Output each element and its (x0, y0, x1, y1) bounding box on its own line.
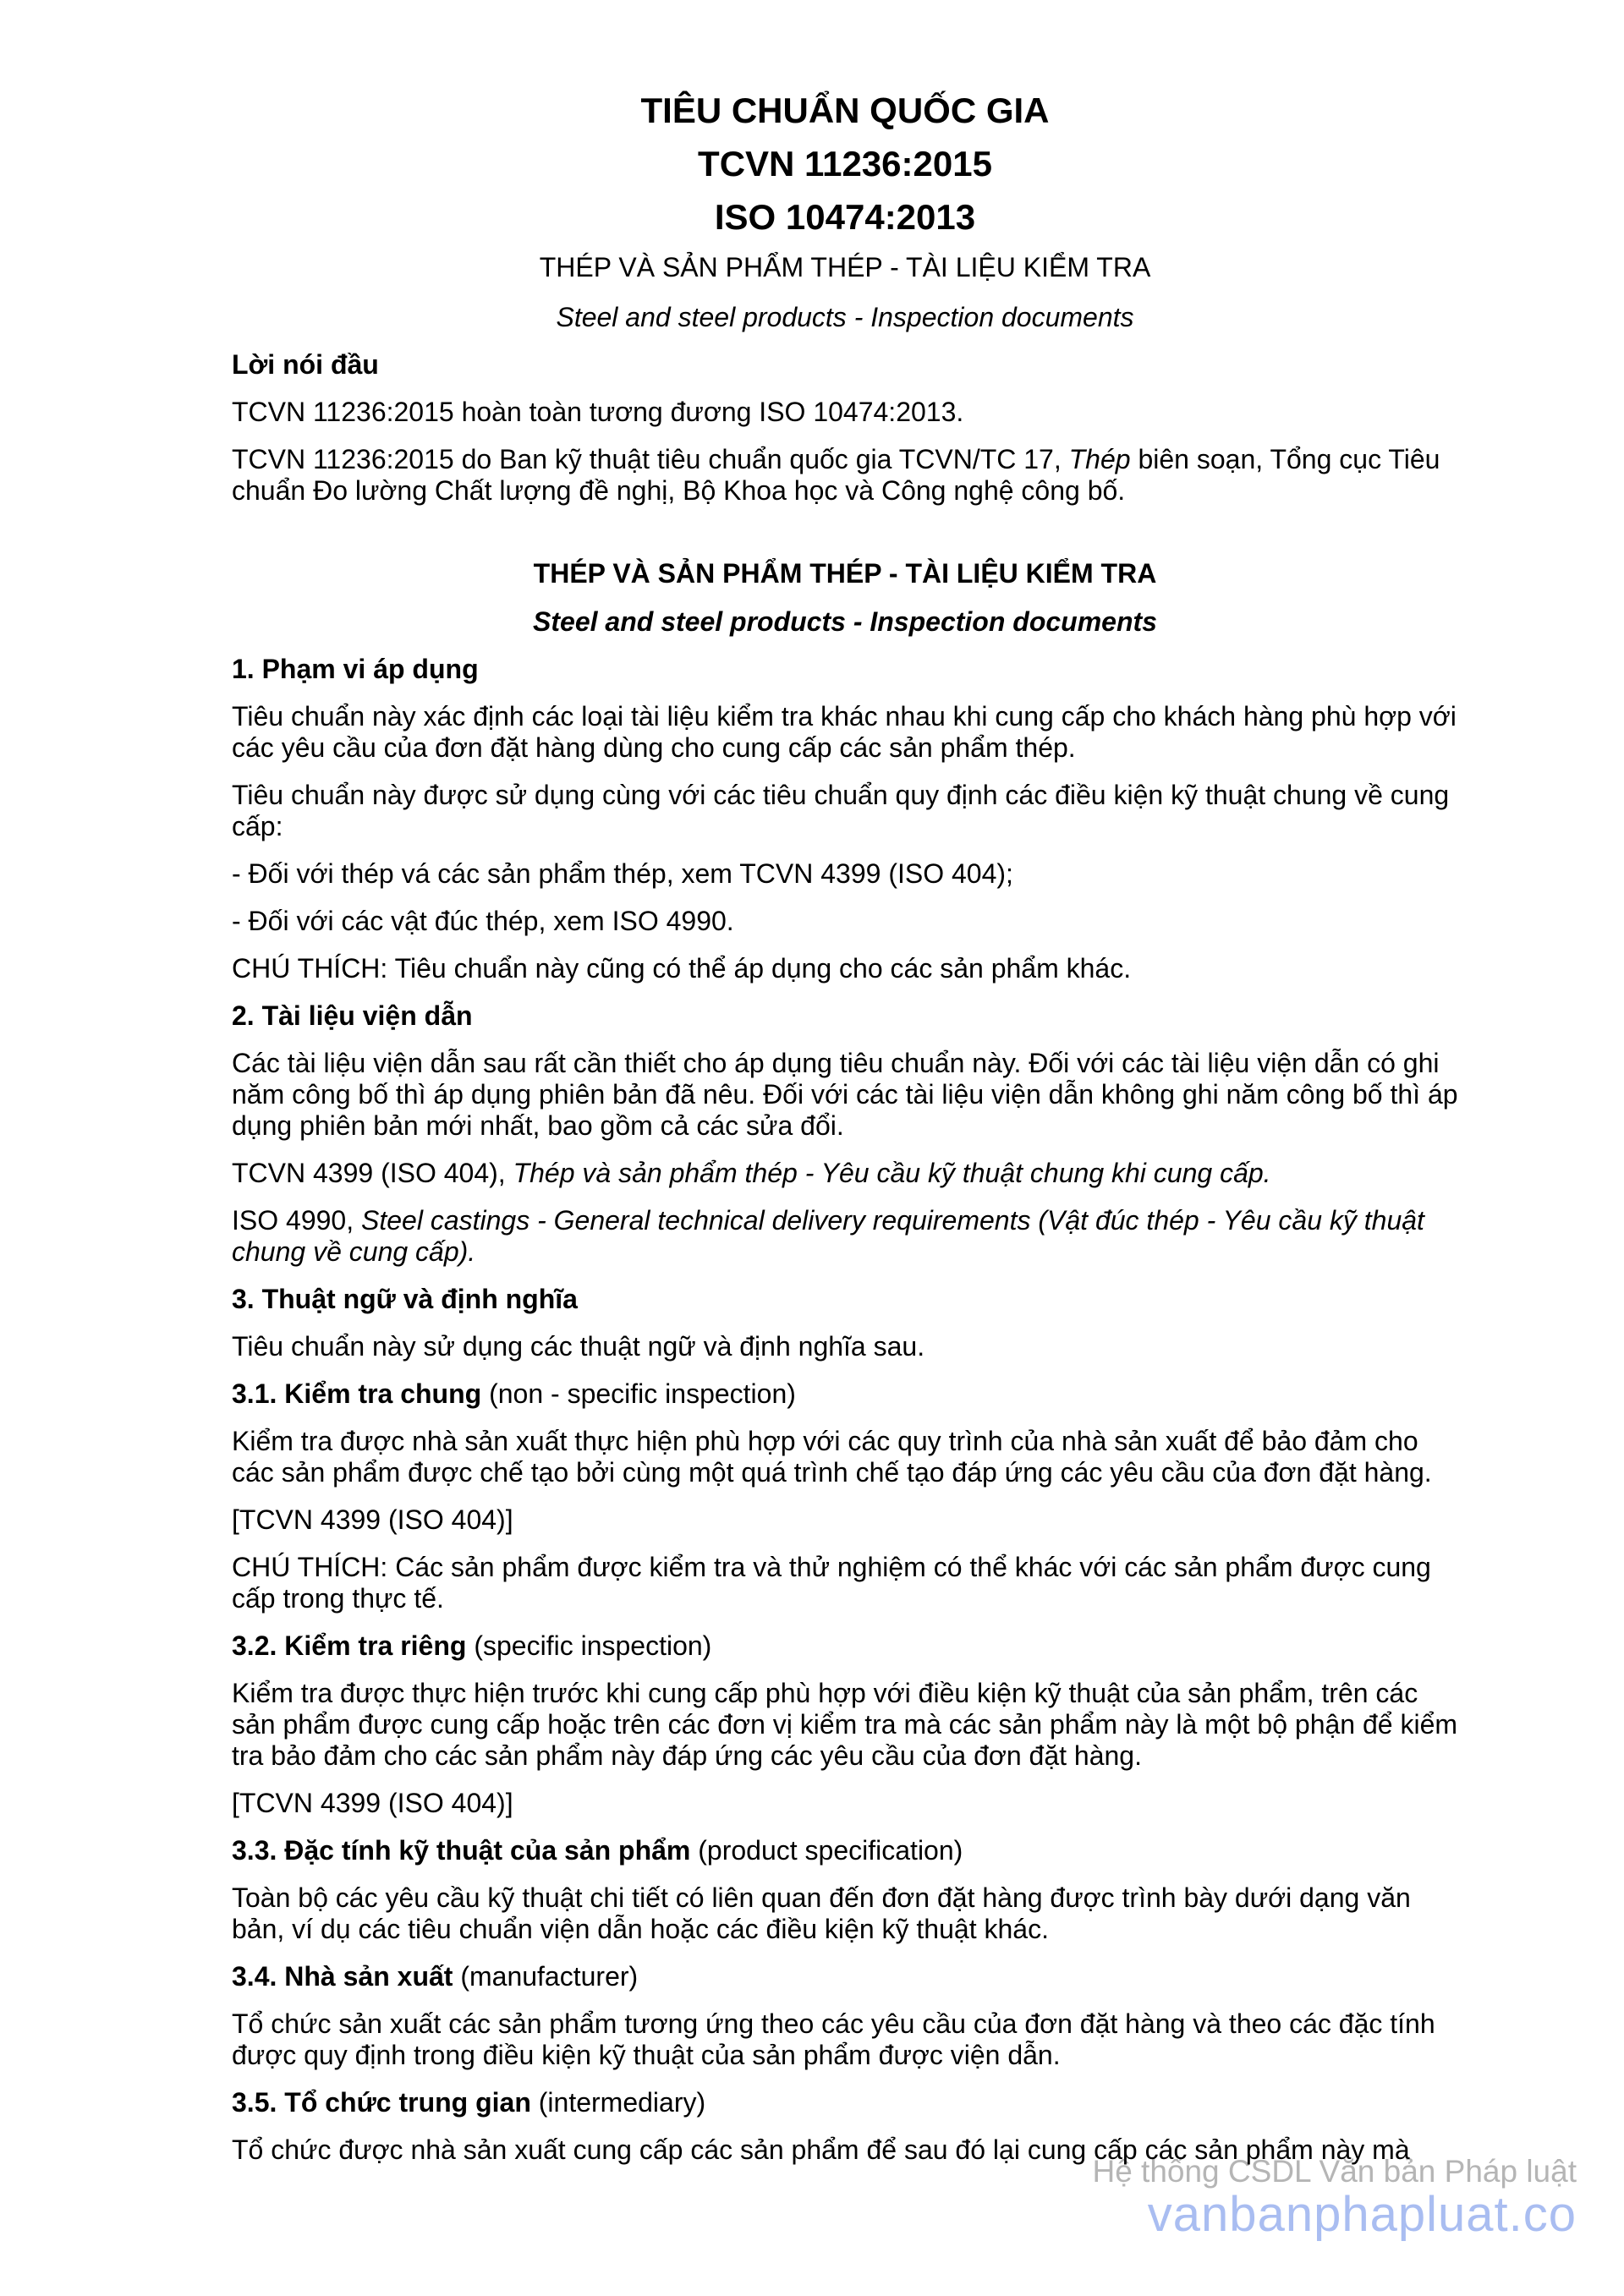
section-1-paragraph: Tiêu chuẩn này được sử dụng cùng với các tiêu chuẩn quy định các điều kiện kỹ thuật chung về cung cấp: (232, 780, 1450, 841)
term-3-1-source: [TCVN 4399 (ISO 404)] (232, 1504, 513, 1535)
term-3-3-heading (232, 1835, 1458, 1866)
section-1-bullet: - Đối với các vật đúc thép, xem ISO 4990. (232, 906, 734, 936)
section-3-heading: 3. Thuật ngữ và định nghĩa (232, 1284, 578, 1314)
foreword-paragraph (232, 444, 1458, 507)
section-2-reference (232, 1158, 1458, 1189)
reference-title: Steel castings - General technical delivery requirements (Vật đúc thép - Yêu cầu kỹ thuật chung về cung cấp). (232, 1205, 1424, 1267)
main-title-vi: THÉP VÀ SẢN PHẨM THÉP - TÀI LIỆU KIỂM TRA (533, 558, 1157, 589)
section-2-heading: 2. Tài liệu viện dẫn (232, 1000, 473, 1031)
main-title-en: Steel and steel products - Inspection documents (533, 606, 1157, 637)
section-3-intro: Tiêu chuẩn này sử dụng các thuật ngữ và định nghĩa sau. (232, 1331, 925, 1362)
term-english: (intermediary) (538, 2087, 706, 2118)
section-2-paragraph: Các tài liệu viện dẫn sau rất cần thiết cho áp dụng tiêu chuẩn này. Đối với các tài liệu viện dẫn có ghi năm công bố thì áp dụng phiên bản đã nêu. Đối với các tài liệu viện dẫn không ghi năm công bố thì áp dụng phiên bản mới nhất, bao gồm cả các sửa đổi. (232, 1048, 1458, 1141)
foreword-paragraph-italic: Thép (1068, 444, 1131, 474)
term-english: (non - specific inspection) (489, 1378, 796, 1409)
term-english: (manufacturer) (460, 1961, 639, 1992)
standard-kicker: TIÊU CHUẨN QUỐC GIA (640, 90, 1050, 130)
term-label: 3.3. Đặc tính kỹ thuật của sản phẩm (232, 1835, 691, 1866)
section-1-bullet: - Đối với thép vá các sản phẩm thép, xem TCVN 4399 (ISO 404); (232, 858, 1013, 889)
term-label: 3.5. Tổ chức trung gian (232, 2087, 531, 2118)
term-3-1-note: CHÚ THÍCH: Các sản phẩm được kiểm tra và thử nghiệm có thể khác với các sản phẩm được cung cấp trong thực tế. (232, 1552, 1431, 1614)
standard-title-en: Steel and steel products - Inspection documents (556, 302, 1134, 332)
standard-code-iso: ISO 10474:2013 (714, 197, 976, 237)
foreword-paragraph: TCVN 11236:2015 hoàn toàn tương đương ISO 10474:2013. (232, 397, 964, 427)
watermark-caption: Hệ thống CSDL Văn bản Pháp luật (1092, 2154, 1577, 2189)
term-3-5-heading (232, 2087, 1458, 2118)
term-3-4-definition: Tổ chức sản xuất các sản phẩm tương ứng theo các yêu cầu của đơn đặt hàng và theo các đặc tính được quy định trong điều kiện kỹ thuật của sản phẩm được viện dẫn. (232, 2008, 1435, 2070)
reference-code: TCVN 4399 (ISO 404), (232, 1158, 513, 1188)
standard-code-tcvn: TCVN 11236:2015 (698, 144, 992, 184)
watermark-site-name: vanbanphapluat.co (1147, 2187, 1577, 2242)
foreword-heading: Lời nói đầu (232, 349, 379, 380)
term-3-4-heading (232, 1961, 1458, 1992)
watermark (1092, 2155, 1577, 2240)
foreword-paragraph-text: biên soạn, Tổng cục Tiêu chuẩn Đo lường Chất lượng đề nghị, Bộ Khoa học và Công nghệ công bố. (232, 444, 1440, 506)
term-label: 3.1. Kiểm tra chung (232, 1378, 482, 1409)
reference-title: Thép và sản phẩm thép - Yêu cầu kỹ thuật chung khi cung cấp. (513, 1158, 1271, 1188)
term-3-5-definition: Tổ chức được nhà sản xuất cung cấp các sản phẩm để sau đó lại cung cấp các sản phẩm này mà (232, 2134, 1410, 2165)
term-3-1-definition: Kiểm tra được nhà sản xuất thực hiện phù hợp với các quy trình của nhà sản xuất để bảo đảm cho các sản phẩm được chế tạo bởi cùng một quá trình chế tạo đáp ứng các yêu cầu của đơn đặt hàng. (232, 1426, 1432, 1488)
term-label: 3.4. Nhà sản xuất (232, 1961, 453, 1992)
section-1-note: CHÚ THÍCH: Tiêu chuẩn này cũng có thể áp dụng cho các sản phẩm khác. (232, 953, 1132, 984)
section-2-reference (232, 1205, 1458, 1268)
term-english: (specific inspection) (474, 1630, 712, 1661)
term-3-2-heading (232, 1630, 1458, 1662)
term-3-2-source: [TCVN 4399 (ISO 404)] (232, 1788, 513, 1818)
term-3-1-heading (232, 1378, 1458, 1410)
reference-code: ISO 4990, (232, 1205, 361, 1236)
term-3-2-definition: Kiểm tra được thực hiện trước khi cung cấp phù hợp với điều kiện kỹ thuật của sản phẩm, trên các sản phẩm được cung cấp hoặc trên các đơn vị kiểm tra mà các sản phẩm này là một bộ phận để kiểm tra bảo đảm cho các sản phẩm này đáp ứng các yêu cầu của đơn đặt hàng. (232, 1678, 1458, 1771)
section-1-heading: 1. Phạm vi áp dụng (232, 654, 479, 684)
term-3-3-definition: Toàn bộ các yêu cầu kỹ thuật chi tiết có liên quan đến đơn đặt hàng được trình bày dưới dạng văn bản, ví dụ các tiêu chuẩn viện dẫn hoặc các điều kiện kỹ thuật khác. (232, 1882, 1411, 1944)
foreword-paragraph-text: TCVN 11236:2015 do Ban kỹ thuật tiêu chuẩn quốc gia TCVN/TC 17, (232, 444, 1069, 474)
standard-title-vi: THÉP VÀ SẢN PHẨM THÉP - TÀI LIỆU KIỂM TRA (539, 252, 1151, 282)
term-label: 3.2. Kiểm tra riêng (232, 1630, 467, 1661)
section-1-paragraph: Tiêu chuẩn này xác định các loại tài liệu kiểm tra khác nhau khi cung cấp cho khách hàng phù hợp với các yêu cầu của đơn đặt hàng dùng cho cung cấp các sản phẩm thép. (232, 701, 1457, 763)
term-english: (product specification) (698, 1835, 963, 1866)
